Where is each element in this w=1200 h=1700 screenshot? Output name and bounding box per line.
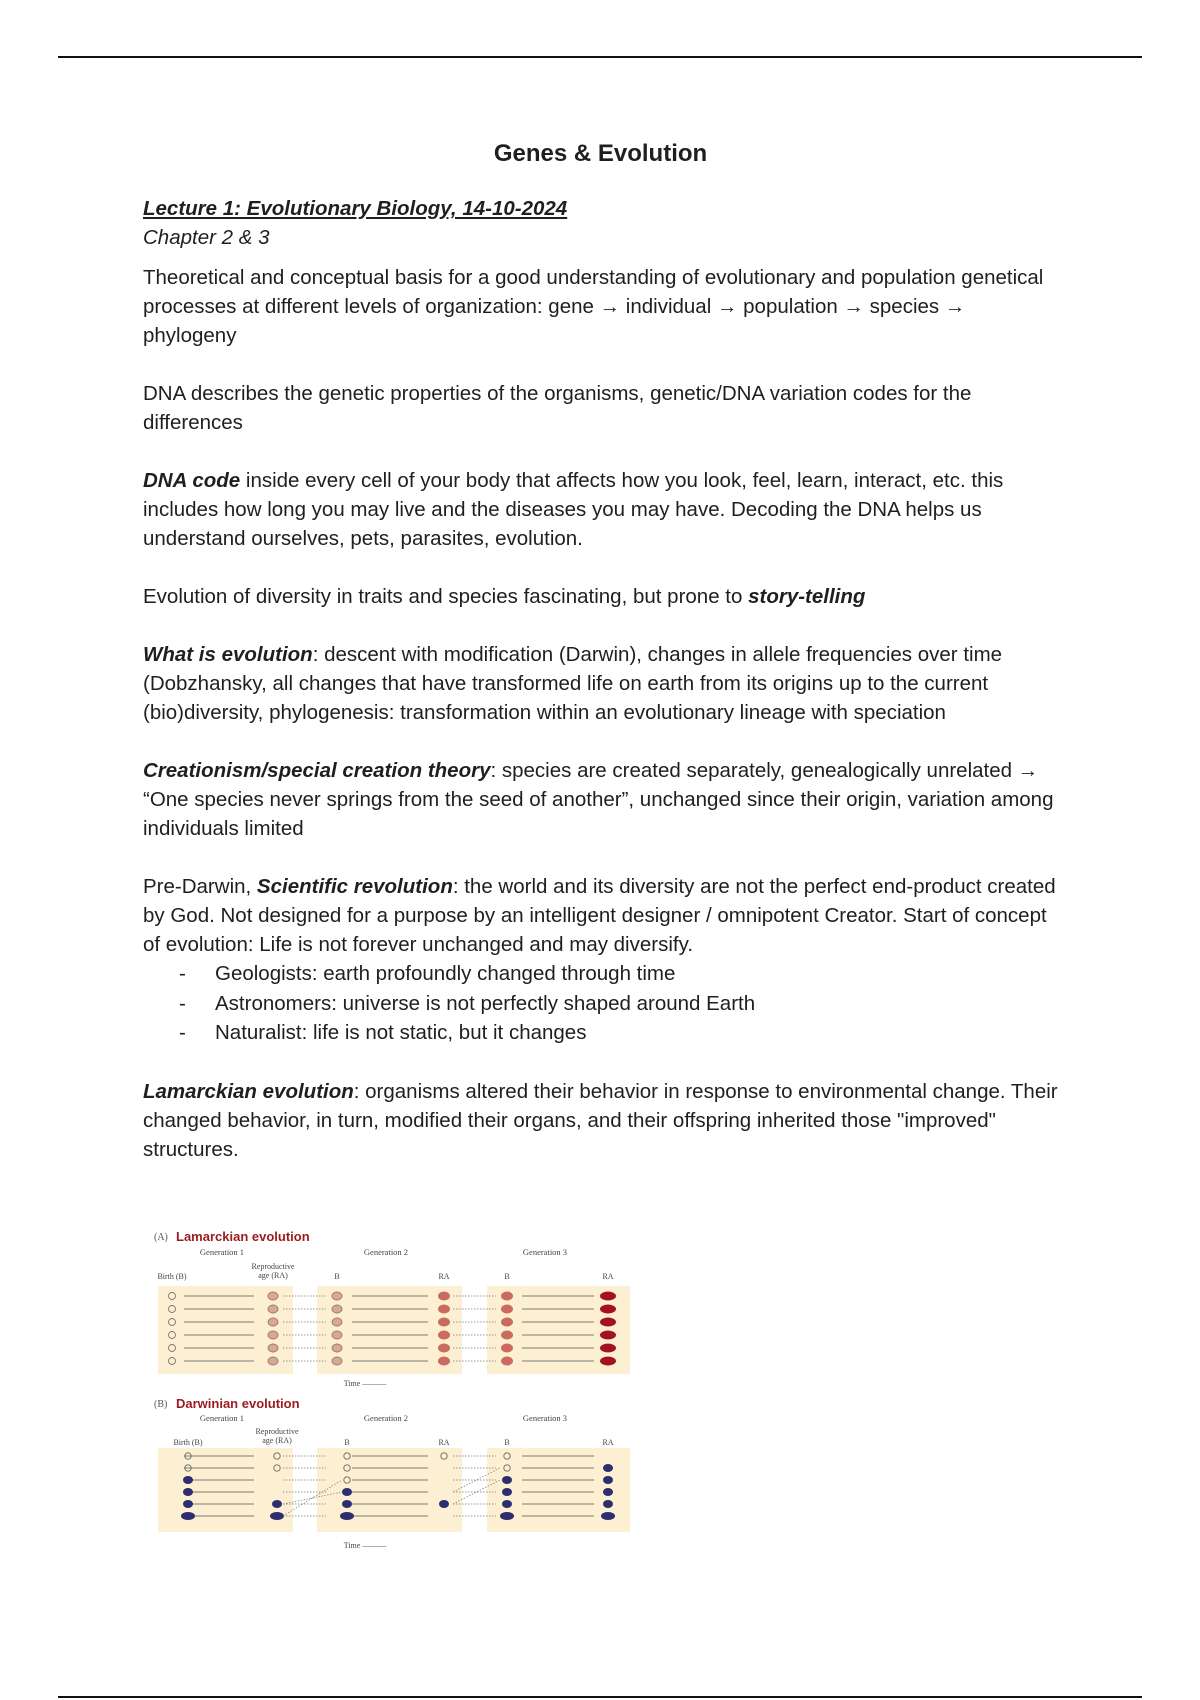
organism-marker (439, 1500, 449, 1508)
list-item: - Naturalist: life is not static, but it changes (179, 1021, 587, 1044)
panel-b-title: Darwinian evolution (176, 1396, 300, 1411)
panel-a-diagram (158, 1286, 630, 1374)
organism-marker (603, 1500, 613, 1508)
term-scientific-revolution: Scientific revolution (256, 875, 453, 898)
panel-a-letter: (A) (154, 1232, 168, 1243)
panel-a-ra-label: RA (438, 1272, 450, 1281)
organism-marker (600, 1305, 616, 1314)
panel-a-gen3-label: Generation 3 (522, 1247, 568, 1257)
panel-a-b2-label: B (504, 1272, 510, 1281)
panel-b-letter: (B) (154, 1399, 168, 1410)
organism-marker (438, 1331, 450, 1340)
panel-b-b-label: B (344, 1438, 350, 1447)
organism-marker (272, 1500, 282, 1508)
organism-marker (270, 1512, 284, 1520)
organism-marker (438, 1357, 450, 1366)
lecture-heading: Lecture 1: Evolutionary Biology, 14-10-2024 (143, 197, 568, 220)
paragraph-lamarckian: Lamarckian evolution: organisms altered their behavior in response to environmental change. Their changed behavior, in turn, modified their organs, and their offspring inherited those "improved" structures. (143, 1079, 1058, 1161)
organism-marker (332, 1357, 342, 1365)
organism-marker (268, 1292, 278, 1300)
term-story-telling: story-telling (748, 585, 866, 608)
organism-marker (600, 1331, 616, 1340)
organism-marker (268, 1318, 278, 1326)
panel-a-time-axis: Time ——— (343, 1379, 387, 1388)
panel-a-repro-age-label: age (RA) (258, 1271, 288, 1280)
organism-marker (438, 1344, 450, 1353)
panel-b-time-axis: Time ——— (343, 1541, 387, 1550)
paragraph-scientific-revolution: Pre-Darwin, Scientific revolution: the world and its diversity are not the perfect end-product created by God. Not designed for a purpose by an intelligent designer / omnipotent Creator. Start of concept of evolution: Life is not forever unchanged and may diversify. (143, 875, 1056, 956)
organism-marker (438, 1292, 450, 1301)
page-title: Genes & Evolution (493, 140, 708, 167)
document-body (143, 140, 1058, 1164)
header-rule (58, 56, 1142, 58)
paragraph-intro: Theoretical and conceptual basis for a good understanding of evolutionary and population genetical processes at different levels of organization: gene → individual → population → species → phylogeny (143, 266, 1044, 347)
organism-marker (600, 1344, 616, 1353)
organism-marker (603, 1488, 613, 1496)
organism-marker (438, 1318, 450, 1327)
panel-a-b-label: B (334, 1272, 340, 1281)
organism-marker (268, 1305, 278, 1313)
chapter-label: Chapter 2 & 3 (143, 226, 270, 249)
generation-band (158, 1448, 293, 1532)
generation-band (317, 1448, 462, 1532)
panel-a-title: Lamarckian evolution (176, 1229, 310, 1244)
panel-a-birth-label: Birth (B) (157, 1272, 187, 1281)
organism-marker (332, 1318, 342, 1326)
organism-marker (268, 1344, 278, 1352)
panel-b-diagram (158, 1448, 630, 1532)
organism-marker (332, 1344, 342, 1352)
organism-marker (501, 1344, 513, 1353)
panel-a-gen1-label: Generation 1 (199, 1247, 245, 1257)
organism-marker (501, 1305, 513, 1314)
organism-marker (340, 1512, 354, 1520)
panel-b-ra-label: RA (438, 1438, 450, 1447)
organism-marker (603, 1464, 613, 1472)
panel-b-birth-label: Birth (B) (173, 1438, 203, 1447)
term-creationism: Creationism/special creation theory (143, 759, 491, 782)
panel-a-gen2-label: Generation 2 (363, 1247, 409, 1257)
list-item: - Geologists: earth profoundly changed through time (179, 962, 676, 985)
organism-marker (183, 1488, 193, 1496)
panel-b-gen3-label: Generation 3 (522, 1413, 568, 1423)
paragraph-dna-code: DNA code inside every cell of your body that affects how you look, feel, learn, interact, etc. this includes how long you may live and the diseases you may have. Decoding the DNA helps us understand ourselves, pets, parasites, evolution. (143, 469, 1004, 550)
organism-marker (502, 1476, 512, 1484)
organism-marker (600, 1357, 616, 1366)
paragraph-diversity: Evolution of diversity in traits and species fascinating, but prone to story-telling (143, 585, 866, 608)
organism-marker (181, 1512, 195, 1520)
footer-rule (58, 1696, 1142, 1698)
organism-marker (502, 1500, 512, 1508)
panel-b-gen1-label: Generation 1 (199, 1413, 245, 1423)
organism-marker (342, 1488, 352, 1496)
panel-b-ra2-label: RA (602, 1438, 614, 1447)
organism-marker (268, 1331, 278, 1339)
panel-b-repro-label: Reproductive (255, 1427, 299, 1436)
organism-marker (268, 1357, 278, 1365)
list-item: - Astronomers: universe is not perfectly shaped around Earth (179, 991, 756, 1015)
paragraph-what-is-evolution: What is evolution: descent with modification (Darwin), changes in allele frequencies over time (Dobzhansky, all changes that have transformed life on earth from its origins up to the current (bio)diversity, phylogenesis: transformation within an evolutionary lineage with speciation (143, 643, 1003, 724)
evolution-figure (150, 1228, 630, 1568)
organism-marker (332, 1305, 342, 1313)
organism-marker (600, 1318, 616, 1327)
term-what-is-evolution: What is evolution (143, 643, 313, 666)
panel-b-repro-age-label: age (RA) (262, 1436, 292, 1445)
organism-marker (500, 1512, 514, 1520)
panel-b-b2-label: B (504, 1438, 510, 1447)
term-dna-code: DNA code (143, 469, 241, 492)
panel-b-gen2-label: Generation 2 (363, 1413, 409, 1423)
paragraph-dna: DNA describes the genetic properties of the organisms, genetic/DNA variation codes for the differences (143, 382, 972, 434)
panel-a-repro-label: Reproductive (251, 1262, 295, 1271)
bullet-list (143, 959, 1058, 1048)
organism-marker (501, 1318, 513, 1327)
organism-marker (438, 1305, 450, 1314)
paragraph-creationism: Creationism/special creation theory: species are created separately, genealogically unrelated → “One species never springs from the seed of another”, unchanged since their origin, variation among individuals limited (143, 759, 1054, 840)
organism-marker (332, 1292, 342, 1300)
organism-marker (342, 1500, 352, 1508)
organism-marker (501, 1331, 513, 1340)
organism-marker (501, 1292, 513, 1301)
organism-marker (501, 1357, 513, 1366)
organism-marker (183, 1500, 193, 1508)
organism-marker (601, 1512, 615, 1520)
organism-marker (183, 1476, 193, 1484)
organism-marker (603, 1476, 613, 1484)
panel-a-ra2-label: RA (602, 1272, 614, 1281)
organism-marker (332, 1331, 342, 1339)
term-lamarckian-evolution: Lamarckian evolution (143, 1079, 354, 1103)
organism-marker (502, 1488, 512, 1496)
organism-marker (600, 1292, 616, 1301)
